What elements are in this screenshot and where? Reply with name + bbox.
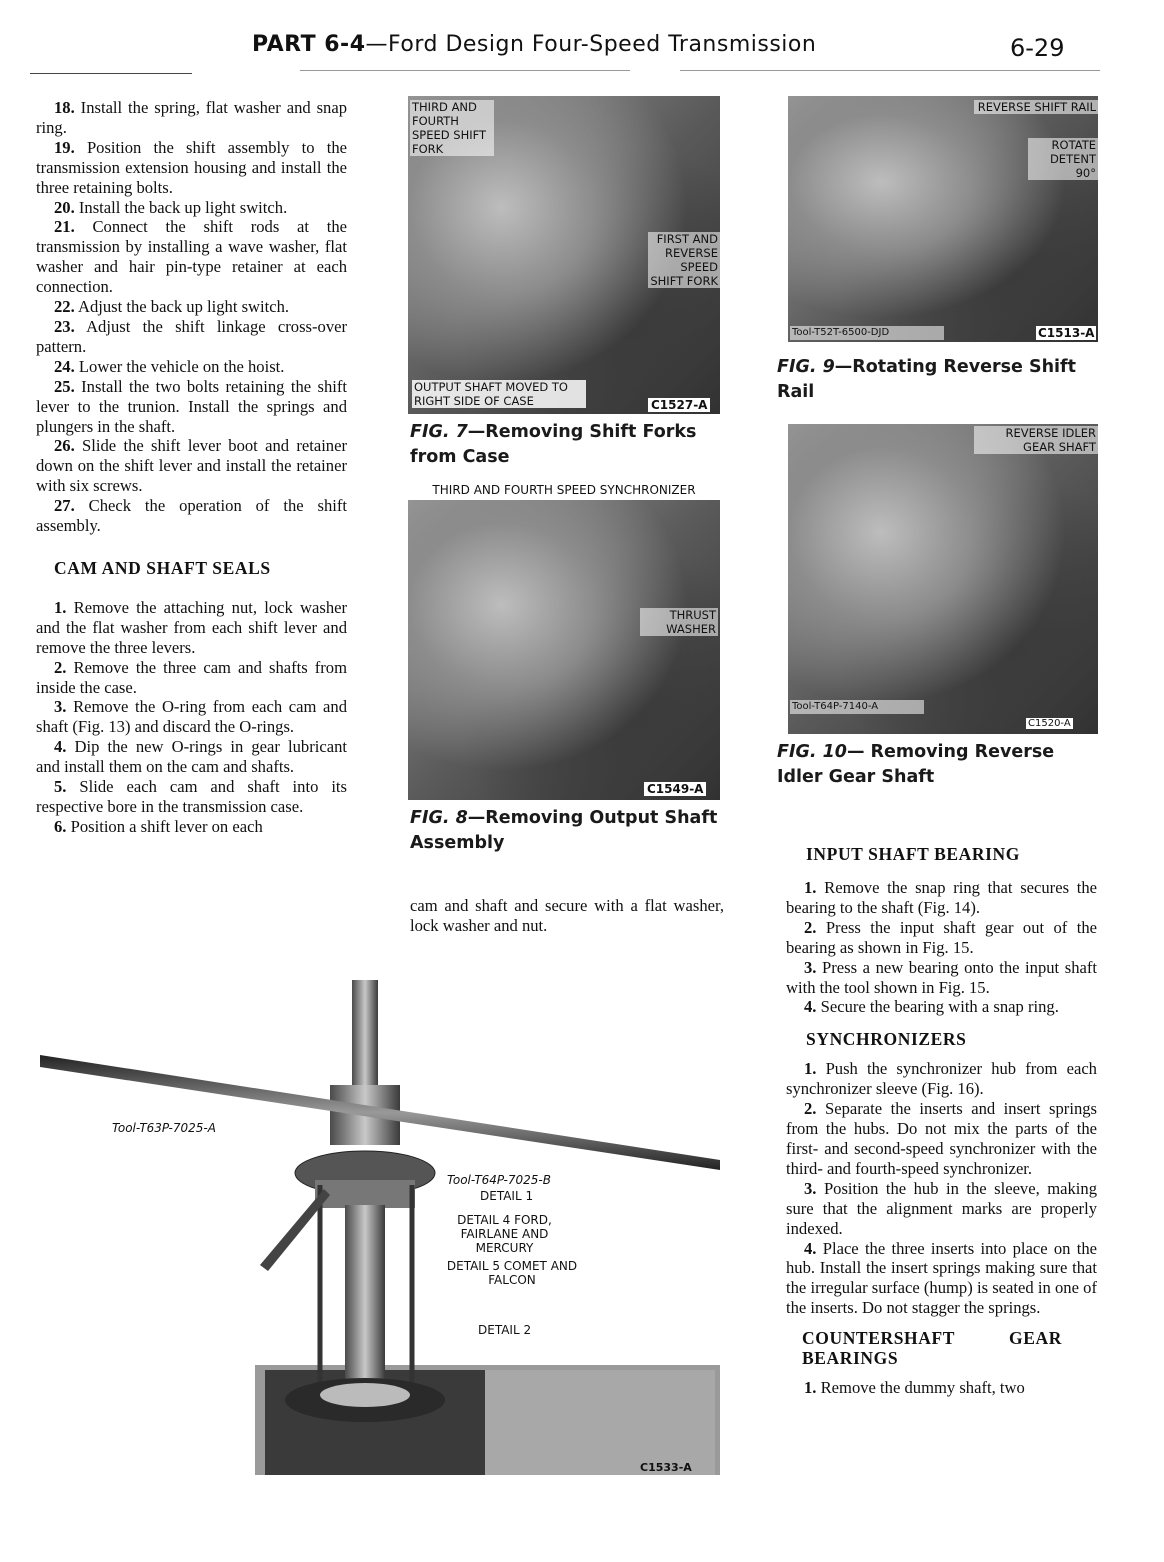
step-text: Install the spring, flat washer and snap ring. <box>36 98 347 137</box>
fig10-label-idler: REVERSE IDLER GEAR SHAFT <box>974 426 1098 454</box>
fig9-photo <box>788 96 1098 342</box>
step-number: 23. <box>54 316 75 336</box>
paragraph <box>36 138 347 198</box>
bottom-label-detail4: DETAIL 4 FORD, FAIRLANE AND MERCURY <box>457 1213 552 1255</box>
step-text: Check the operation of the shift assembly. <box>36 496 347 536</box>
step-number: 26. <box>54 436 75 456</box>
fig7-caption <box>410 420 728 470</box>
paragraph <box>36 697 347 737</box>
step-number: 19. <box>54 137 75 157</box>
paragraph <box>786 1239 1097 1319</box>
step-number: 1. <box>804 1378 817 1398</box>
paragraph <box>786 997 1097 1017</box>
fig8-label-thrust: THRUST WASHER <box>640 608 718 636</box>
paragraph <box>36 377 347 437</box>
step-number: 4. <box>804 997 817 1017</box>
input-shaft-paragraphs <box>786 878 1097 1017</box>
fig7-code: C1527-A <box>648 398 710 412</box>
step-number: 2. <box>804 1099 817 1119</box>
step-number: 22. <box>54 297 75 317</box>
paragraph <box>36 496 347 536</box>
header-rule-mid <box>300 70 630 71</box>
paragraph <box>786 1378 1097 1398</box>
paragraph <box>36 198 347 218</box>
paragraph <box>786 1099 1097 1179</box>
synchronizers-heading: SYNCHRONIZERS <box>806 1029 967 1050</box>
cam-shaft-paragraphs <box>36 598 347 837</box>
input-shaft-heading: INPUT SHAFT BEARING <box>806 844 1020 864</box>
step-number: 2. <box>54 657 67 677</box>
step-number: 1. <box>804 1059 817 1079</box>
step-number: 3. <box>804 1178 817 1198</box>
fig9-caption-number: FIG. 9 <box>777 357 835 377</box>
fig7-photo <box>408 96 720 414</box>
step-number: 25. <box>54 376 75 396</box>
middle-continuation <box>410 896 724 936</box>
synchronizers-paragraphs <box>786 1059 1097 1318</box>
paragraph <box>36 817 347 837</box>
fig10-caption-number: FIG. 10 <box>777 742 847 762</box>
paragraph <box>36 98 347 138</box>
part-title: —Ford Design Four-Speed Transmission <box>365 32 817 57</box>
step-number: 1. <box>54 597 67 617</box>
bottom-figure-drawing <box>30 975 720 1475</box>
step-text: Adjust the back up light switch. <box>77 297 290 317</box>
step-text: Remove the attaching nut, lock washer and the flat washer from each shift lever and remove the three levers. <box>36 597 348 657</box>
paragraph <box>36 777 347 817</box>
step-number: 2. <box>804 917 817 937</box>
header-rule-left <box>30 73 192 74</box>
paragraph <box>36 598 347 658</box>
fig10-caption <box>777 740 1087 790</box>
step-number: 18. <box>54 98 75 117</box>
bottom-label-tool-a: Tool-T63P-7025-A <box>112 1121 216 1135</box>
step-text: Position the hub in the sleeve, making sure that the alignment marks are properly indexed. <box>786 1178 1097 1238</box>
fig8-label-synchronizer: THIRD AND FOURTH SPEED SYNCHRONIZER <box>408 480 720 500</box>
step-text: Lower the vehicle on the hoist. <box>78 356 285 376</box>
step-number: 24. <box>54 356 75 376</box>
paragraph <box>786 1179 1097 1239</box>
step-text: Remove the snap ring that secures the bearing to the shaft (Fig. 14). <box>786 878 1097 917</box>
step-text: Install the two bolts retaining the shift lever to the trunion. Install the springs and plungers in the shaft. <box>36 376 347 436</box>
fig10-photo <box>788 424 1098 734</box>
step-text: Slide each cam and shaft into its respective bore in the transmission case. <box>36 777 347 816</box>
step-text: Press a new bearing onto the input shaft with the tool shown in Fig. 15. <box>786 957 1097 997</box>
step-text: Position a shift lever on each <box>70 816 263 836</box>
fig10-code: C1520-A <box>1028 718 1071 729</box>
bottom-label-detail1: DETAIL 1 <box>480 1189 534 1203</box>
fig9-caption <box>777 355 1087 405</box>
continuation-text: cam and shaft and secure with a flat washer, lock washer and nut. <box>410 896 724 935</box>
step-text: Slide the shift lever boot and retainer down on the shift lever and install the retainer with six screws. <box>36 436 347 496</box>
page-header <box>252 32 816 57</box>
right-column <box>786 844 1097 1398</box>
paragraph <box>786 1059 1097 1099</box>
page-number: 6-29 <box>1010 34 1065 62</box>
fig9-label-reverse-rail: REVERSE SHIFT RAIL <box>974 100 1098 114</box>
part-number: PART 6-4 <box>252 32 366 57</box>
fig8-caption-number: FIG. 8 <box>410 808 468 828</box>
step-text: Push the synchronizer hub from each synchronizer sleeve (Fig. 16). <box>786 1059 1097 1099</box>
paragraph <box>36 737 347 777</box>
paragraph <box>36 297 347 317</box>
bottom-label-tool-b: Tool-T64P-7025-B <box>447 1173 551 1187</box>
header-rule-right <box>680 70 1100 71</box>
paragraph <box>786 958 1097 998</box>
fig7-label-output-shaft: OUTPUT SHAFT MOVED TO RIGHT SIDE OF CASE <box>412 380 586 408</box>
countershaft-heading: COUNTERSHAFT GEAR BEARINGS <box>802 1328 1062 1369</box>
step-number: 3. <box>54 697 67 717</box>
countershaft-paragraphs <box>786 1378 1097 1398</box>
step-number: 27. <box>54 496 75 516</box>
fig8-caption-text: —Removing Output Shaft Assembly <box>410 808 718 853</box>
step-number: 21. <box>54 217 75 237</box>
fig9-code: C1513-A <box>1038 326 1095 340</box>
fig7-caption-number: FIG. 7 <box>410 422 468 442</box>
paragraph <box>36 357 347 377</box>
left-column <box>36 98 347 837</box>
step-text: Remove the O-ring from each cam and shaft (Fig. 13) and discard the O-rings. <box>36 697 347 737</box>
step-number: 3. <box>804 957 817 977</box>
step-text: Install the back up light switch. <box>78 197 288 217</box>
fig10-label-tool: Tool-T64P-7140-A <box>790 700 924 714</box>
fig7-label-first-reverse: FIRST AND REVERSE SPEED SHIFT FORK <box>648 232 720 288</box>
paragraph <box>36 658 347 698</box>
step-number: 4. <box>804 1238 817 1258</box>
paragraph <box>786 878 1097 918</box>
step-text: Remove the three cam and shafts from inside the case. <box>36 657 347 697</box>
step-text: Remove the dummy shaft, two <box>820 1378 1025 1398</box>
bottom-figure <box>30 975 720 1475</box>
paragraph <box>36 317 347 357</box>
fig9-label-rotate: ROTATE DETENT 90° <box>1028 138 1098 180</box>
step-number: 6. <box>54 816 67 836</box>
step-number: 4. <box>54 737 67 757</box>
fig9-label-tool: Tool-T52T-6500-DJD <box>790 326 944 340</box>
step-text: Adjust the shift linkage cross-over pattern. <box>36 316 348 356</box>
fig8-caption <box>410 806 728 856</box>
cam-shaft-heading: CAM AND SHAFT SEALS <box>54 557 271 578</box>
fig10-caption-text: — Removing Reverse Idler Gear Shaft <box>777 742 1055 787</box>
fig8-photo <box>408 500 720 800</box>
step-text: Position the shift assembly to the transmission extension housing and install the three retaining bolts. <box>36 137 347 197</box>
paragraph <box>36 436 347 496</box>
paragraph <box>36 217 347 297</box>
bottom-label-detail5: DETAIL 5 COMET AND FALCON <box>446 1259 578 1287</box>
step-number: 1. <box>804 878 817 897</box>
fig8-code: C1549-A <box>644 782 706 796</box>
fig7-caption-text: —Removing Shift Forks from Case <box>410 422 697 467</box>
step-text: Secure the bearing with a snap ring. <box>820 997 1059 1017</box>
fig9-caption-text: —Rotating Reverse Shift Rail <box>777 357 1077 402</box>
bottom-label-detail2: DETAIL 2 <box>478 1323 532 1337</box>
step-text: Place the three inserts into place on the hub. Install the insert springs making sure that the irregular surface (hump) is seated in one of the inserts. Do not stagger the springs. <box>786 1238 1097 1318</box>
bottom-figure-code: C1533-A <box>640 1461 692 1474</box>
left-paragraphs <box>36 98 347 536</box>
step-number: 20. <box>54 197 75 217</box>
step-number: 5. <box>54 777 67 797</box>
step-text: Separate the inserts and insert springs from the hubs. Do not mix the parts of the first- and second-speed synchronizer with the third- and fourth-speed synchronizer. <box>786 1099 1097 1178</box>
step-text: Connect the shift rods at the transmission by installing a wave washer, flat washer and hair pin-type retainer at each connection. <box>36 217 348 297</box>
fig7-label-third-fourth: THIRD AND FOURTH SPEED SHIFT FORK <box>410 100 494 156</box>
step-text: Dip the new O-rings in gear lubricant and install them on the cam and shafts. <box>36 737 347 777</box>
paragraph <box>786 918 1097 958</box>
step-text: Press the input shaft gear out of the bearing as shown in Fig. 15. <box>786 917 1097 957</box>
